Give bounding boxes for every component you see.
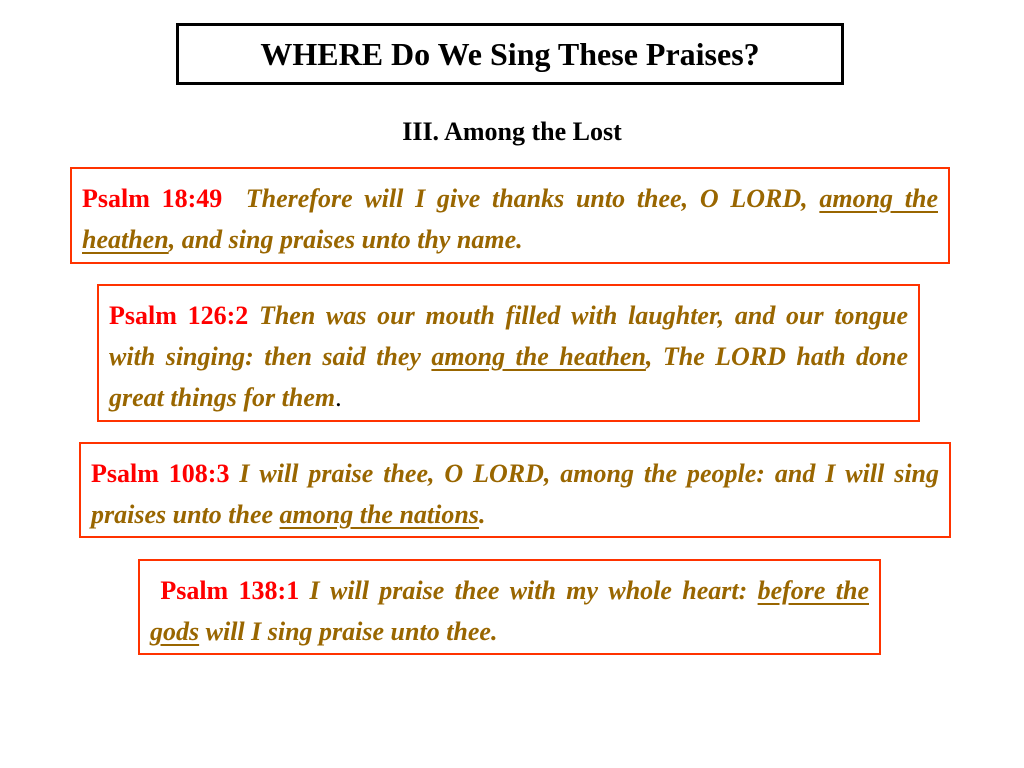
verse-text-after: . xyxy=(478,500,486,529)
verse-box-psalm-18-49 xyxy=(70,167,950,264)
verse-text-before: Therefore will I give thanks unto thee, O LORD, xyxy=(245,184,820,213)
verse-box-psalm-138-1 xyxy=(138,559,881,655)
verse-reference: Psalm 126:2 xyxy=(109,301,249,330)
verse-trailing-period: . xyxy=(335,383,342,412)
verse-highlight: among the nations xyxy=(279,500,479,529)
verse-box-psalm-108-3 xyxy=(79,442,951,538)
verse-text-after: will I sing praise unto thee. xyxy=(199,617,498,646)
verse-reference: Psalm 108:3 xyxy=(91,459,230,488)
verse-text-after: , and sing praises unto thy name. xyxy=(168,225,523,254)
slide-title-text: WHERE Do We Sing These Praises? xyxy=(260,35,760,72)
slide-title xyxy=(176,23,844,85)
verse-text-before: I will praise thee with my whole heart: xyxy=(309,576,758,605)
verse-highlight: among the heathen xyxy=(431,342,646,371)
verse-text-before: I will praise thee, O LORD, among the people: and I will sing praises unto thee xyxy=(91,459,939,529)
verse-text-after: , The LORD hath done great things for them xyxy=(109,342,908,412)
verse-box-psalm-126-2 xyxy=(97,284,920,422)
verse-highlight: among the heathen xyxy=(82,184,938,254)
verse-reference: Psalm 138:1 xyxy=(160,576,300,605)
slide-subtitle: III. Among the Lost xyxy=(402,117,622,146)
verse-highlight: before the gods xyxy=(150,576,869,646)
verse-reference: Psalm 18:49 xyxy=(82,184,223,213)
verse-text-before: Then was our mouth filled with laughter, and our tongue with singing: then said they xyxy=(109,301,909,371)
